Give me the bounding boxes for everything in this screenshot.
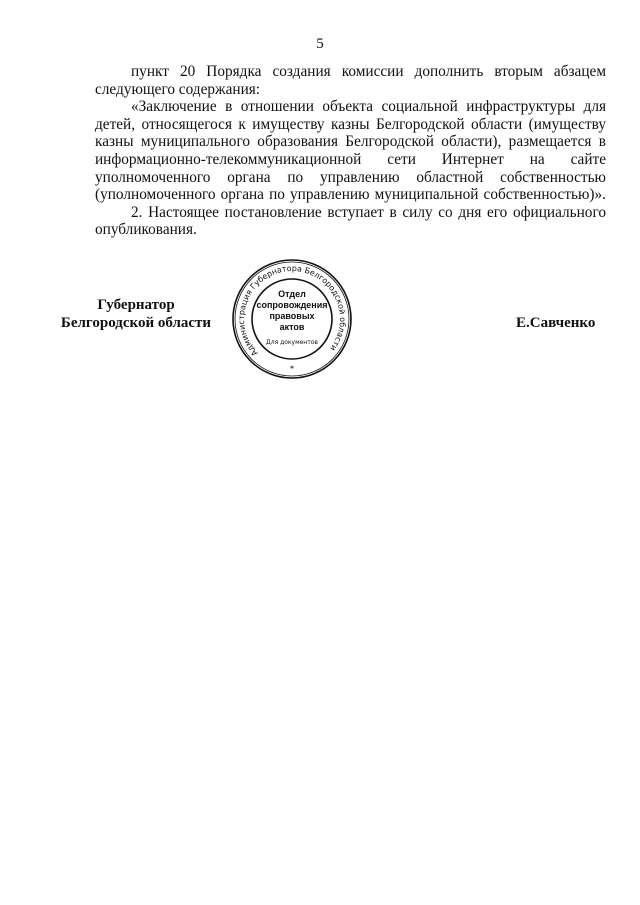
text-line: следующего содержания: bbox=[95, 80, 261, 98]
document-body bbox=[95, 63, 606, 239]
stamp-center-line: правовых bbox=[269, 311, 315, 321]
official-stamp bbox=[230, 257, 354, 381]
signatory-title bbox=[50, 296, 222, 332]
text-line: (уполномоченного органа по управлению муниципальной собственностью)». bbox=[95, 186, 606, 204]
text-line: 2. Настоящее постановление вступает в силу со дня его официального bbox=[131, 203, 606, 221]
text-line: уполномоченного органа по управлению областной собственностью bbox=[95, 168, 606, 186]
stamp-center-line: сопровождения bbox=[256, 300, 328, 310]
text-line: «Заключение в отношении объекта социальной инфраструктуры для bbox=[131, 98, 606, 116]
stamp-center-line: Отдел bbox=[278, 289, 306, 299]
text-line: пункт 20 Порядка создания комиссии дополнить вторым абзацем bbox=[131, 63, 606, 80]
text-line: детей, относящегося к имуществу казны Белгородской области (имуществу bbox=[95, 115, 606, 133]
text-line: информационно-телекоммуникационной сети Интернет на сайте bbox=[95, 150, 606, 168]
signatory-title-line: Губернатор bbox=[97, 297, 175, 313]
signatory-name: Е.Савченко bbox=[516, 315, 596, 331]
stamp-center-line: актов bbox=[279, 322, 305, 332]
signatory-title-line: Белгородской области bbox=[60, 315, 212, 331]
stamp-ring-text: Администрация Губернатора Белгородской области bbox=[236, 263, 348, 358]
text-line: казны муниципального образования Белгородской области), размещается в bbox=[95, 133, 606, 151]
page-number: 5 bbox=[316, 36, 324, 52]
text-line: опубликования. bbox=[95, 221, 197, 239]
stamp-star-icon: * bbox=[289, 364, 295, 374]
stamp-bottom-text: Для документов bbox=[266, 339, 318, 346]
